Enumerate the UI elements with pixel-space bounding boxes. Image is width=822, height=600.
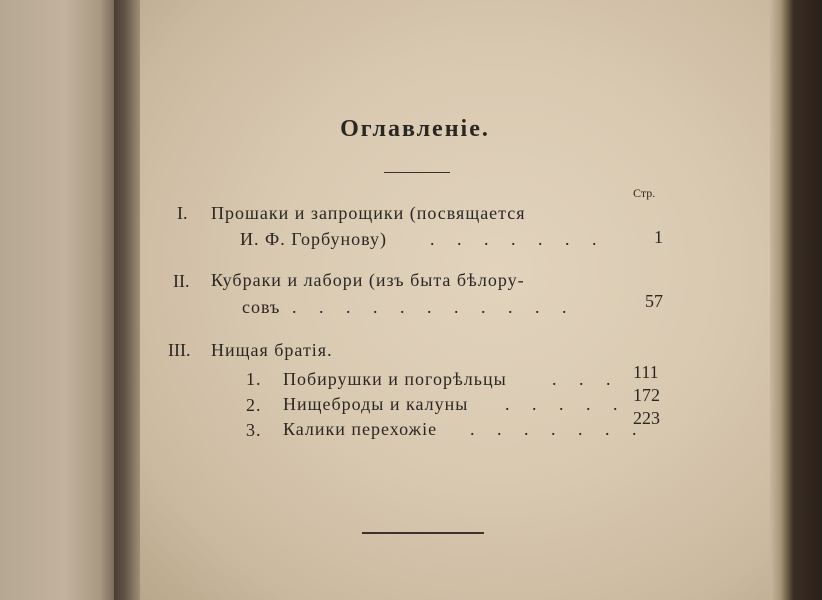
subentry-3-title: Калики перехожіе <box>283 419 438 439</box>
entry-2-page-number: 57 <box>645 291 663 311</box>
entry-2-leader-dots: . . . . . . . . . . . <box>292 297 576 317</box>
subentry-3-page-number: 223 <box>633 408 660 428</box>
left-page <box>0 0 118 600</box>
page-edge-shadow <box>770 0 822 600</box>
entry-1-leader-dots: . . . . . . . <box>430 229 606 249</box>
subentry-3-leader-dots: . . . . . . . <box>470 419 646 439</box>
subentry-1-page-number: 111 <box>633 362 659 382</box>
entry-2-numeral: II. <box>173 271 190 291</box>
subentry-1-title: Побирушки и погорѣльцы <box>283 369 507 389</box>
subentry-2-title: Нищеброды и калуны <box>283 394 469 414</box>
subentry-1-leader-dots: . . . <box>552 369 620 389</box>
subentry-2-page-number: 172 <box>633 385 660 405</box>
contents-heading: Оглавленіе. <box>340 116 490 142</box>
subentry-3-number: 3. <box>246 420 262 440</box>
entry-3-title: Нищая братія. <box>211 340 333 360</box>
entry-1-page-number: 1 <box>654 227 663 247</box>
subentry-2-leader-dots: . . . . . <box>505 394 627 414</box>
entry-2-title-line2: совъ <box>242 297 281 317</box>
heading-rule <box>384 172 450 173</box>
subentry-1-number: 1. <box>246 369 262 389</box>
entry-1-numeral: I. <box>177 203 188 223</box>
subentry-2-number: 2. <box>246 395 262 415</box>
page-column-label: Стр. <box>633 186 656 200</box>
entry-3-numeral: III. <box>168 340 191 360</box>
closing-rule <box>362 532 484 534</box>
entry-1-title-line2: И. Ф. Горбунову) <box>240 229 388 249</box>
entry-1-title-line1: Прошаки и запрощики (посвящается <box>211 203 526 223</box>
entry-2-title-line1: Кубраки и лабори (изъ быта бѣлору- <box>211 270 525 290</box>
